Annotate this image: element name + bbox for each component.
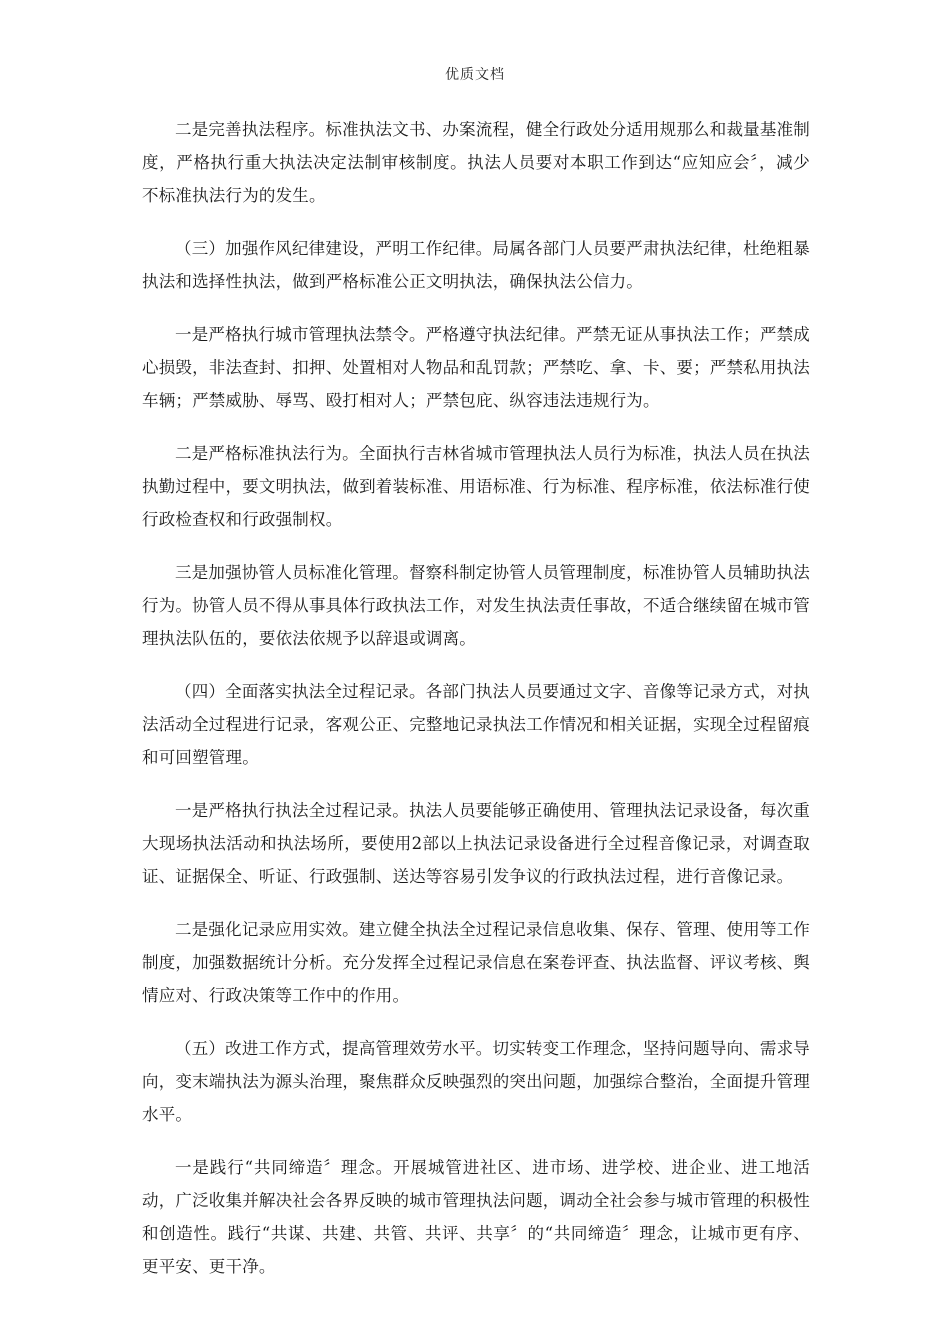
paragraph: （三）加强作风纪律建设，严明工作纪律。局属各部门人员要严肃执法纪律，杜绝粗暴执法和选择性执法，做到严格标准公正文明执法，确保执法公信力。 — [142, 239, 810, 291]
document-body — [142, 113, 810, 1303]
paragraph: 三是加强协管人员标准化管理。督察科制定协管人员管理制度，标准协管人员辅助执法行为。协管人员不得从事具体行政执法工作，对发生执法责任事故，不适合继续留在城市管理执法队伍的，要依法依规予以辞退或调离。 — [142, 563, 810, 648]
paragraph: （四）全面落实执法全过程记录。各部门执法人员要通过文字、音像等记录方式，对执法活动全过程进行记录，客观公正、完整地记录执法工作情况和相关证据，实现全过程留痕和可回塑管理。 — [142, 682, 810, 767]
paragraph: 一是严格执行城市管理执法禁令。严格遵守执法纪律。严禁无证从事执法工作；严禁成心损毁，非法查封、扣押、处置相对人物品和乱罚款；严禁吃、拿、卡、要；严禁私用执法车辆；严禁威胁、辱骂、殴打相对人；严禁包庇、纵容违法违规行为。 — [142, 325, 810, 410]
paragraph: 二是完善执法程序。标准执法文书、办案流程，健全行政处分适用规那么和裁量基准制度，严格执行重大执法决定法制审核制度。执法人员要对本职工作到达“应知应会〞，减少不标准执法行为的发生。 — [142, 120, 810, 205]
paragraph: 一是严格执行执法全过程记录。执法人员要能够正确使用、管理执法记录设备，每次重大现场执法活动和执法场所，要使用2部以上执法记录设备进行全过程音像记录，对调查取证、证据保全、听证、行政强制、送达等容易引发争议的行政执法过程，进行音像记录。 — [142, 801, 810, 886]
page-header: 优质文档 — [445, 67, 505, 83]
paragraph: 二是严格标准执法行为。全面执行吉林省城市管理执法人员行为标准，执法人员在执法执勤过程中，要文明执法，做到着装标准、用语标准、行为标准、程序标准，依法标准行使行政检查权和行政强制权。 — [142, 444, 810, 529]
paragraph: （五）改进工作方式，提高管理效劳水平。切实转变工作理念，坚持问题导向、需求导向，变末端执法为源头治理，聚焦群众反映强烈的突出问题，加强综合整治，全面提升管理水平。 — [142, 1039, 810, 1124]
paragraph: 一是践行“共同缔造〞理念。开展城管进社区、进市场、进学校、进企业、进工地活动，广泛收集并解决社会各界反映的城市管理执法问题，调动全社会参与城市管理的积极性和创造性。践行“共谋、共建、共管、共评、共享〞的“共同缔造〞理念，让城市更有序、更平安、更干净。 — [142, 1158, 810, 1276]
paragraph: 二是强化记录应用实效。建立健全执法全过程记录信息收集、保存、管理、使用等工作制度，加强数据统计分析。充分发挥全过程记录信息在案卷评查、执法监督、评议考核、舆情应对、行政决策等工作中的作用。 — [142, 920, 810, 1005]
